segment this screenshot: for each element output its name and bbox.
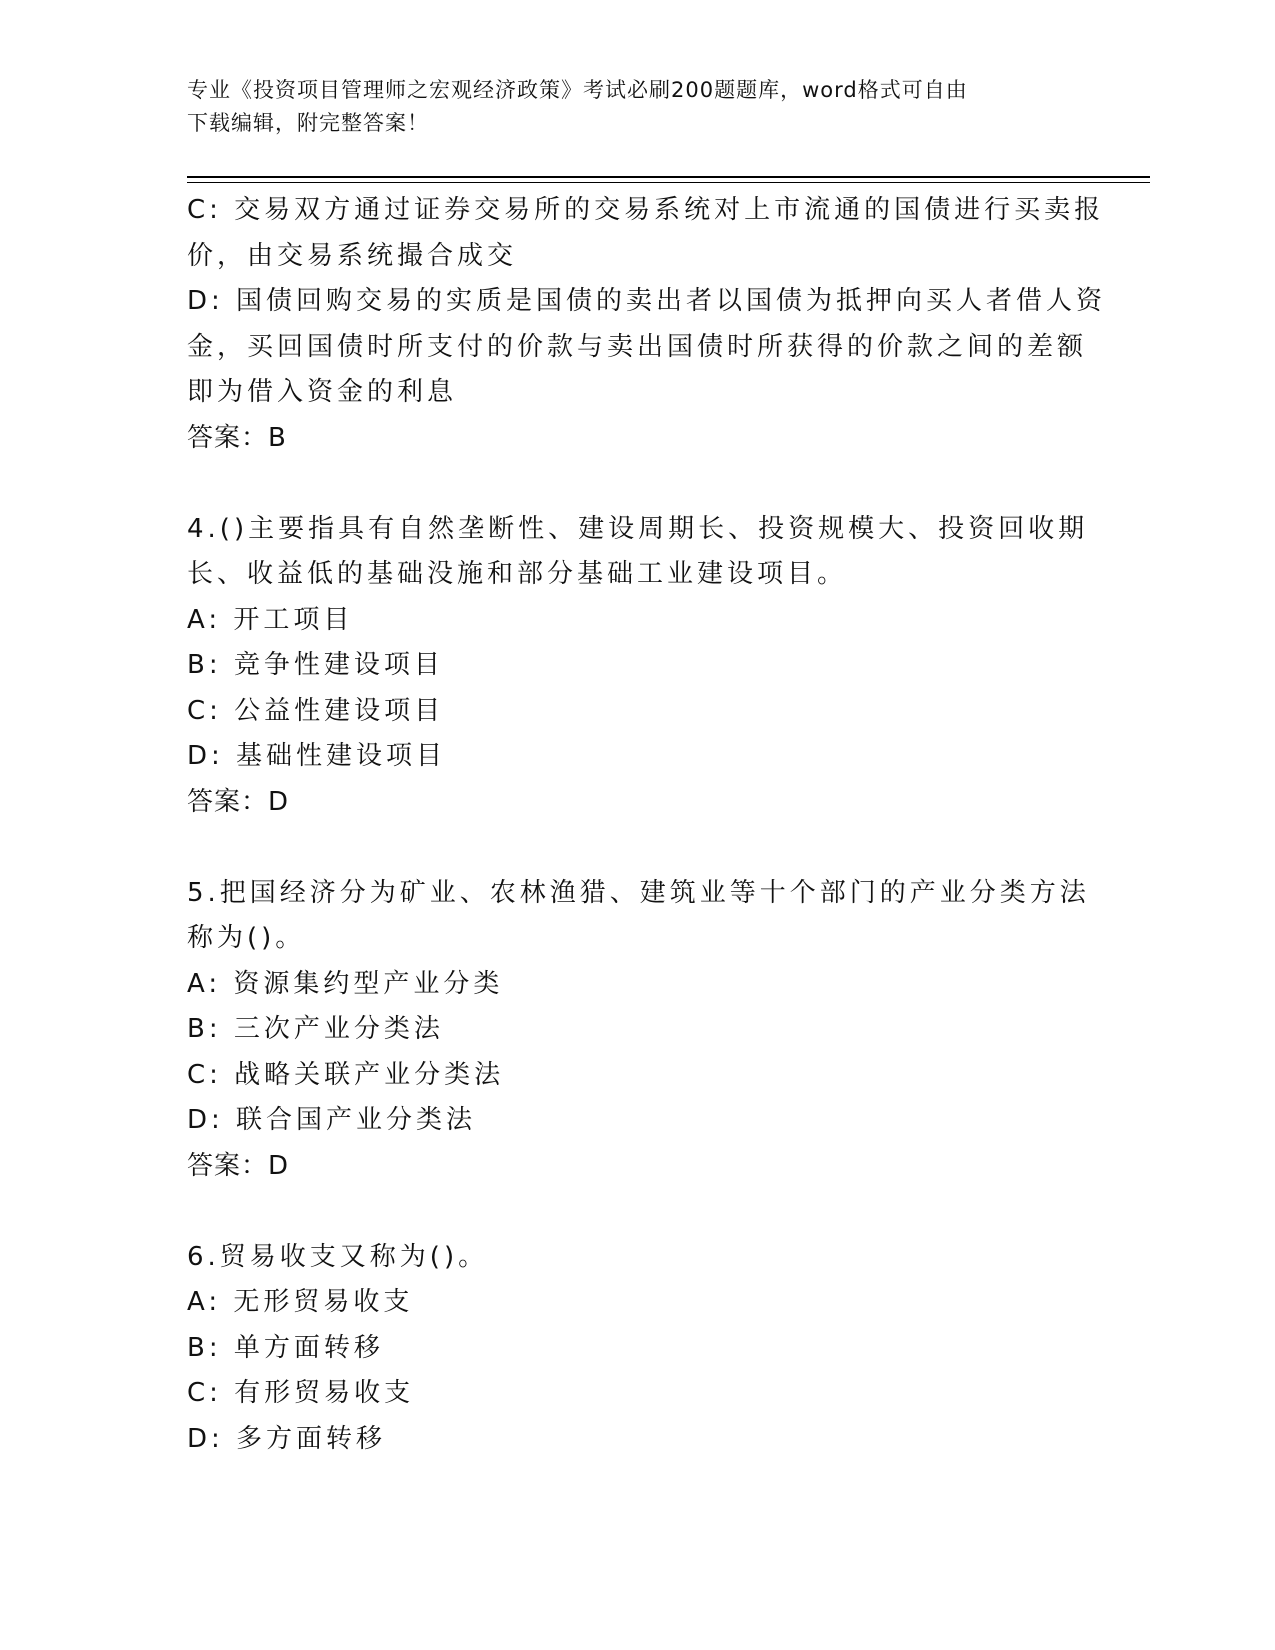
question-6 [187,1235,1067,1463]
option-c-line-1: C: 交易双方通过证券交易所的交易系统对上市流通的国债进行买卖报 [187,195,1105,225]
option-a: A: 无形贸易收支 [187,1287,414,1317]
question-4 [187,507,1089,826]
question-spacer [187,1189,1067,1235]
option-b: B: 单方面转移 [187,1332,384,1363]
option-c: C: 战略关联产业分类法 [187,1059,505,1090]
question-3-continued [187,188,1107,461]
option-d: D: 联合国产业分类法 [187,1105,477,1135]
option-c-line-2: 价，由交易系统撮合成交 [187,240,518,271]
header-title-line-2: 下载编辑，附完整答案！ [187,111,429,135]
header-divider-thick [187,176,1150,178]
header-title-line-1: 专业《投资项目管理师之宏观经济政策》考试必刷200题题库，word格式可自由 [187,78,968,102]
option-d: D: 多方面转移 [187,1423,387,1454]
answer: 答案：D [187,786,290,817]
option-d-line-1: D: 国债回购交易的实质是国债的卖出者以国债为抵押向买人者借人资 [187,286,1107,316]
question-stem-line-1: 5.把国经济分为矿业、农林渔猎、建筑业等十个部门的产业分类方法 [187,877,1090,908]
question-stem-line-2: 长、收益低的基础没施和部分基础工业建设项目。 [187,559,848,589]
option-d-line-3: 即为借入资金的利息 [187,377,458,407]
option-d-line-2: 金，买回国债时所支付的价款与卖出国债时所获得的价款之间的差额 [187,331,1088,362]
document-body [187,188,1107,1462]
question-stem-line-1: 6.贸易收支又称为()。 [187,1241,489,1272]
question-spacer [187,461,1067,507]
question-stem-line-1: 4.()主要指具有自然垄断性、建设周期长、投资规模大、投资回收期 [187,513,1089,544]
option-d: D: 基础性建设项目 [187,741,447,771]
option-c: C: 有形贸易收支 [187,1378,415,1408]
option-c: C: 公益性建设项目 [187,695,445,726]
question-spacer [187,825,1067,871]
question-stem-line-2: 称为()。 [187,923,306,953]
option-a: A: 开工项目 [187,604,354,635]
option-b: B: 竞争性建设项目 [187,650,444,680]
header-divider-thin [187,182,1150,183]
question-5 [187,871,1090,1190]
answer: 答案：B [187,422,287,453]
answer: 答案：D [187,1150,290,1181]
option-b: B: 三次产业分类法 [187,1014,444,1044]
option-a: A: 资源集约型产业分类 [187,968,504,999]
document-header [187,74,1067,140]
